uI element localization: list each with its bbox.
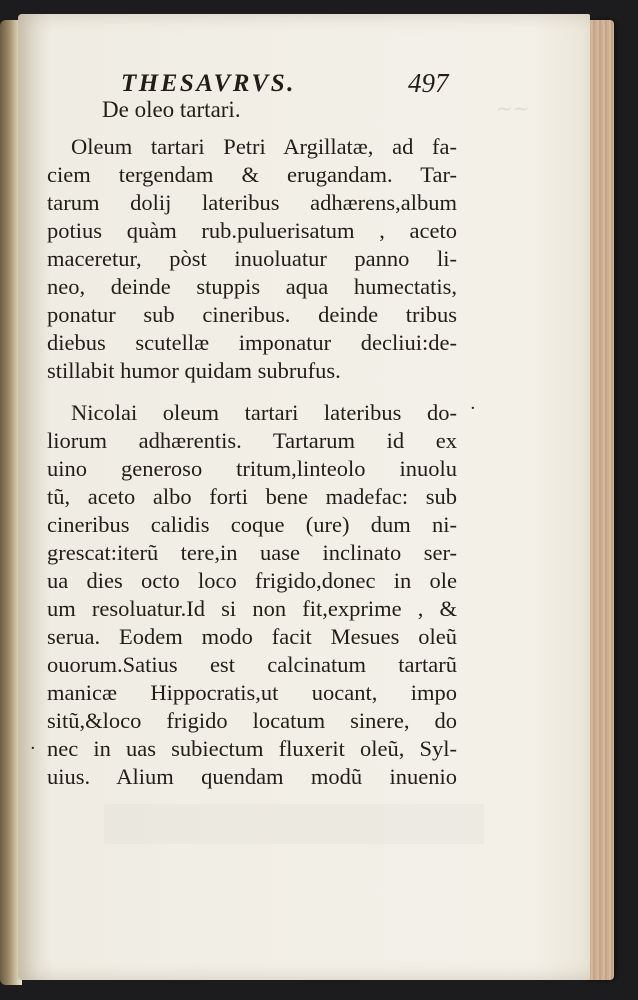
text-line: liorum adhærentis. Tartarum id ex: [47, 428, 457, 453]
text-line: manicæ Hippocratis,ut uocant, impo: [47, 680, 457, 705]
margin-dot-mark: ·: [470, 398, 476, 419]
text-line: diebus scutellæ imponatur decliui:de-: [47, 330, 457, 355]
text-line: Oleum tartari Petri Argillatæ, ad fa-: [71, 134, 457, 159]
text-line: cineribus calidis coque (ure) dum ni-: [47, 512, 457, 537]
running-head: [47, 58, 457, 98]
text-line: ouorum.Satius est calcinatum tartarũ: [47, 652, 457, 677]
text-line: Nicolai oleum tartari lateribus do-: [71, 400, 457, 425]
page-number: 497: [408, 68, 449, 98]
text-line: nec in uas subiectum fluxerit oleũ, Syl-: [47, 736, 457, 761]
running-title: THESAVRVS.: [121, 70, 296, 97]
text-line: ponatur sub cineribus. deinde tribus: [47, 302, 457, 327]
text-line: ciem tergendam & erugandam. Tar-: [47, 162, 457, 187]
margin-dot-mark: ·: [30, 738, 36, 759]
paragraph-2: [47, 399, 457, 791]
text-line: tũ, aceto albo forti bene madefac: sub: [47, 484, 457, 509]
text-line: uius. Alium quendam modũ inuenio: [47, 764, 457, 789]
text-line: grescat:iterũ tere,in uase inclinato ser-: [47, 540, 457, 565]
text-line: maceretur, pòst inuoluatur panno li-: [47, 246, 457, 271]
text-line: uino generoso tritum,linteolo inuolu: [47, 456, 457, 481]
text-block: [47, 58, 457, 791]
text-line: potius quàm rub.puluerisatum , aceto: [47, 218, 457, 243]
paragraph-1: [47, 133, 457, 385]
show-through-ink: ~~: [496, 96, 530, 120]
section-heading: De oleo tartari.: [102, 97, 241, 122]
text-line: tarum dolij lateribus adhærens,album: [47, 190, 457, 215]
paragraph-gap: [47, 385, 457, 399]
text-line: serua. Eodem modo facit Mesues oleũ: [47, 624, 457, 649]
text-line: ua dies octo loco frigido,donec in ole: [47, 568, 457, 593]
text-line: neo, deinde stuppis aqua humectatis,: [47, 274, 457, 299]
text-line: stillabit humor quidam subrufus.: [47, 358, 341, 383]
show-through-ink: [104, 804, 484, 844]
text-line: sitũ,&loco frigido locatum sinere, do: [47, 708, 457, 733]
text-line: um resoluatur.Id si non fit,exprime , &: [47, 596, 457, 621]
